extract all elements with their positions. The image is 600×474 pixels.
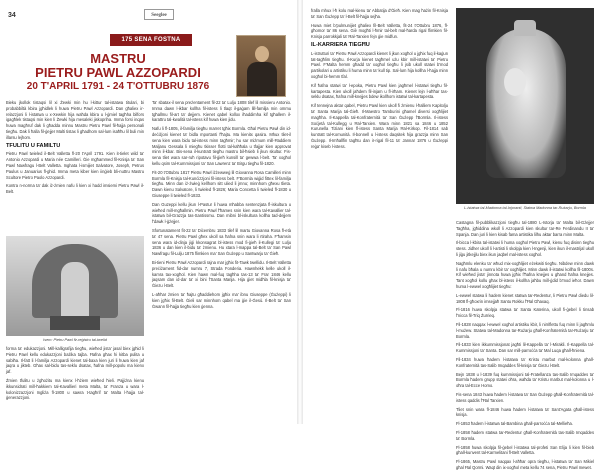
list-item: Tliet snin wara fl-1846 huwa ħadem l-istatwa ta' Sant'Agata għall-istess knisja. — [456, 406, 594, 418]
section-heading: TFULITU U FAMILTU — [6, 142, 61, 149]
section-heading: IL-KARRIERA TIEGĦU — [311, 41, 370, 48]
paragraph: fralla mhux l-ħ kolu mal-kienu ta' Abbatija d'Ġieħ. Kien mag ħażin fil-Knisja ta' San Ġużepp ta' l-Belt fil-ħajja sejħa. — [311, 8, 448, 19]
paragraph: Huwa miet b'pulmunijiet għaliex fil-Belt Valletta, fit-24 t'Ottubru 1876, fl-għomor ta' 86 sena. Giè mogħti l-ħmir tal-belt mal-ħarda rigal flimkien fil-Knisja parrokkjali ta' Ħal-Tarxien fejn ġie midfun. — [311, 22, 448, 40]
list-item: Fis-sena 1843 huwa ħadem l-istatwa ta' San Ġużepp għall-Konfraternità tal-istess qaddis f'Ħal Tarxien. — [456, 391, 594, 403]
portrait-image — [236, 35, 286, 97]
baptism-register-photo — [6, 236, 144, 336]
list-item: Fl-1853 ħadem l-istatwa tal-Bambina għall-parroċċa tal-Mellieħa. — [456, 421, 573, 427]
list-item: Fl-1865, Mastru Pawl naqqax l-aħħar opra tiegħu, l-istatwa ta' San Mikiel għal Ħal Qormi. Waqt din ix-xogħol meta kellu 74 sena, Pietru Pawl mewet. — [456, 459, 594, 470]
article-dates: 20 T'APRIL 1791 - 24 T'OTTUBRU 1876 — [26, 81, 210, 92]
list-item: Bejn 1838 u l-1839 fuq kummissjoni tal-Fratellanza tas-Salib Imqaddes ta' Bormla ħadem grupp statwi oħra, waħda ta' Kristu marbut mal-kolonna u l-oħra tal-Ecce Homo. — [456, 371, 594, 389]
paragraph: Sfortunatament fit-22 ta' Diċembru 1833 tilef lil martu Giovanna Rosa fl-età ta' 47 sena. Pietru Pawl għex ukoll sa ħafna snin wara li rtiraha. F'ħamsin sena wara id-dinja jiġi kkonsagrat bl-istess mod fi-ġieħ il-Kullegi ta' Lulju 1836 u dan kien il-bidu ta' żmienu. Hu xtara l-mappa tal-Belt ta' San Pawl Nawfragu fil-Lulju 1875 flimkien ma' San Ġużepp u Santwarju ta' Ġieħ. — [152, 227, 291, 257]
paragraph: Kif ħafna statwi ta' l-epoka, Pietru Pawl kien jagħmel l-istatwi tiegħu fil-kartapesta. Kien ukoll jaħdem fil-injam u fl-irħam. Kienet lejn l-aħħar tas-seklu dsatax, ħafna mill-knejjes bdew ikollhom istatwi tal-kartapesta. — [311, 82, 448, 100]
paragraph: Bieku jkollok tistaqsi lil xi Żewki min hu l-kittur tal-istatwa titulari, bi probabbiltà kbira jgħidlek li huwa Pietru Pawl Azzopardi. Dan għaliex ir-relazzjoni li l-istatwa u x-Xewkin hija waħda kbira u l-ġmiel tagħha bilfors igagħlek tistaqsi min kien li Żewki hija mesaleki jiskopriha. Imma forsi inqas huwa magħruf dak li għadda minnu Mastru Pietru Pawl fil-ħajja personali tiegħu. Dak li ħalla fil-ġejjer Malti tistax li għadhom sal-lum isaħħu lil buli min illarsu lejhom. — [6, 100, 144, 140]
page-number-left: 34 — [8, 12, 16, 19]
paragraph: Pietru Pawl twieled il-Belt Valletta fl-20 t'April 1791. Kien it-tielet wild ta' Antonio Azzopardi u Maria née Camilleri. Ġie mgħammed fil-Knisja ta' San Pawl Nawfragu l-Belt Valletta. Inghata l-ismijiet Salvatore, Joseph, Petrus Paulus u Januarius fl-ghid. Imma meta kiber kien iinġieb bli-nuttru Mastru Scultore Pietro Paolo Azzopardi. — [6, 151, 144, 180]
paragraph: Żmien tfulitu u żgħożitu ma kienx l-ħżiem wieħed ħieli. Pajjiżna kienu ikkunsidrati mill-ħakkiem tal-Kavallieri meta Malta, ta' Franza u wara l-kolonizzazzjoni Ingliża fl-1800 u sawra t-tagħrif ta' Malta l-ħajja tal-ġenerazzjoni. — [6, 377, 144, 401]
paragraph: Bi-tieni Pietru Pawl Azzopardi rajna mar jgħix fit-Tawk twellidu. Il-Belt Valletta preċiżament fid-dar numru 7, Strada Fonderia. Hawnhekk kelle ukoll il-kamra tax-xogħol. Kien hawn mal-fuq tagħha tas-13 ta' Frar 1846 kellu jaqsam dan id-dar ta' xi bini f'Santa Marija. Hija ġiet midħla fil-knisja ta' Ġiezu l-Belt. — [152, 259, 291, 289]
photo-caption: Isem: Pietru Pawl fir-reġistru tal-twelid — [43, 338, 107, 342]
list-item: L-ewwel statwa li hadem kienet statwa tar-Redentur, li Pietru Pawl diedu lil-1808 fl-għoxrin imsejjaħ Santu Rokku f'Ħal Għaxaq. — [456, 292, 594, 304]
list-item: Fil-1834 huwa ħadem l-istatwa ta' Kristu marbut mal-kolonna għall-Konfraternità tas-Salib Imqaddes fil-knisja ta' Ġiezu l-Belt. — [456, 356, 594, 368]
magazine-logo: Seeglee — [144, 9, 174, 20]
left-column-1 — [6, 100, 144, 198]
paragraph: Dan Guzeppi kellu jkun l-Pastur li huwa mħabba sentenzjata fl-iskultura u wieħed mill-mgħallmin. Pietru Pawl f'ħames snin kien wara tal-Kavallier tal-istatwa bil-Grazzja tas-Santissmu. Dan mibni bl-iskultura kollha tad-dejjem f'dawk l-ġżejjer. — [152, 201, 291, 225]
list-item: Fl-1858 huwa skolpja fil-ġebel l-istatwa tal-profeti San Elija li kien fil-bieb għall-kunvent tal-Karmelitani fl-Belt Valletta. — [456, 444, 594, 456]
section-banner: 175 SENA FOSTNA — [110, 34, 192, 46]
paragraph: Fit-20 t'Ottubru 1817 Pietru Pawl iżżewweġ lil Giovanna Rosa Camilleri minn Bormla fil-Knisja tal-Kunċizzjoni fil-istess belt. F'Bormla wiġid fittex lil-familja tiegħu. Minn dan iż-żwieġ kellhom sitt ulied li jmnu; minnhom għexu tlieta. Dawn kienu Salvatore, li twieled fl-1826; Maria Concetta li twieled fl-1830 u Giuseppe li twieled fl-1833. — [152, 169, 291, 198]
left-column-1-continued — [6, 346, 144, 404]
paragraph: L-aħħar żmien ta' ħajtu għaddiehom jgħix ma' ibnu Giuseppe (Ġużeppi) li kien jgħix fil-Belt. Ġieli sar minnhom qabel ma ġie il-Ġesù. Il-Belt ta' San Ġwann fil-ħajja tiegħu kien ġenna. — [152, 291, 291, 309]
paragraph: forma ta' edukazzjoni. Mill-kalligrafija tiegħu, wieħed jista' jasal biex jgħid li Pietru Pawl kellu edukazzjoni bażika tajba. Ħafna għax hi kitba pulita u sabiħa. Il-fatt li l-familja Azzopardi kienet tal-baxa kien juri li huwa kien jaf jaqra u jikteb. Għax sal-bidu tas-seklu dsatax, ħafna mill-popolu ma kienx jaf. — [6, 346, 144, 375]
right-column-1 — [311, 8, 448, 153]
list-item: Fl-1816 huwa skolpja statwa ta' Santa Katerina, ukoll fi-ġebel li tinsab f'nicca fil-Triq Żurrieq. — [456, 307, 594, 319]
right-column-2 — [456, 220, 594, 474]
list-item: Fil-1833 kien ikkummissjonat jagħti lil-Kappella ta' l-Mirakli. Il-Kappella tal-Kummissjoni ta' Santa. Dan sar mill-parroċċa ta' Mal Luqa għall-ħniena. — [456, 342, 594, 354]
photo-caption: L-istatwa tal-Madonna tal-Injoranti, Statwa Madonna tar-Rużarju, Bormla — [464, 206, 586, 210]
paragraph: Nafu li fl-1805, il-familja tiegħu marret tgħix Bormla. Għal Pietru Pawl din id-deċiżjoni kienet ta' bidla mportanti f'ħajtu. Ma kienitx qasira. Mhux tliet-il sena kien wara bidu tal-istess minn tagħmir; hu sar miżmum mill-Ħaddiem Maljanu Gessala li miegħu tkisser flotti tal-kaħħala u tfajjar kien approvat minn il-kbar. Bis-sena il-kuntratt tiegħu mastru bil-ħsieb li jkun skultur. Fis-sena tliet wara sar-ruħ ripotavu fil-ġieħ kunsill ta' gewwa l-belt. Ta' xogħol kellu qsim tal-Kummissjoni ta' San Lawrenz ta' Birgu tiegħu fil-1820. — [152, 126, 291, 166]
article-title-line1: MASTRU — [90, 51, 146, 66]
paragraph: Nagħmlu elenku ta' wħud mix-xogħlijiet eżekwiti tiegħu. Nibdew minn dawk li nafu bħala u numru kbir ta' xogħlijiet. Minn dawk il-istatwi kollha fil-1800s. Kif wieħed jista' jinnota huwa jgħix f'ħafna knejjes u għand ħafna knejjes. Tant xogħol kollu għax bl-istess il-kollha jaħbu mill-ġdid b'mod ieħor. Dawn huma l-ewwel xogħlijiet tiegħu: — [456, 260, 594, 289]
paragraph: L-istrutturi ta' Pietru Pawl Azzopardi kienet li jkun xogħol u jgħix fuq il-kaġun tat-tagħlim tiegħu. Il-Kurja kienet tagħmel użu kbir mill-istatwi ta' Pietru Pawl. F'Malta hemm għadd ta' xogħol tiegħu li jsib ukoll statwi b'mod partikolari u artistiku li huma minn ta' kull tip. Sal-lum hija kollha l-ħajja minn xogħol bi-hemm tfal. — [311, 50, 448, 79]
list-item: Fl-1858 ħadem statwa tar-Redentur għall-Konfraternità tas-Salib Imqaddes ta' Bormla. — [456, 429, 594, 441]
statue-photo — [456, 8, 594, 204]
paragraph: Il-bicca l-kbira tal-istatwi li huma xogħol Pietru Pawl, kienu fuq disinn tiegħu stess. Jidher ukoll li l-artisti li skolpja kien l-Ingenji, kien ikun il-mastrijal ukoll li jiġu jitkejjlu biex ikun jaqbel mal-istess xogħol. — [456, 240, 594, 257]
article-title-line2: PIETRU PAWL AZZOPARDI — [35, 65, 201, 80]
left-page — [0, 0, 297, 424]
left-column-2 — [152, 100, 291, 312]
paragraph: Kontra n-norma ta' dak iż-żmien nafu li kien xi hadd imsiemi Pietru Pawl il-Belt. — [6, 183, 144, 195]
paragraph: Kif tennejna aktar qabel, Pietru Pawl kien ukoll fi żmienu l-ħalliem Kapitolju ta' Santa Marija tal-Ġieħ. Il-Maestro Tamburini għamel diversi xogħlijiet magħha. Il-Kappella tal-Konfraternità ta' San Ġużepp f'Bormla. Il-istess Soċjetà tal-Kullegg u Ħal-Tarxien. Wara minn 1821 sa 1846 u 1852 Kurunella Tiziani kien fl-istess Santa Marija Ħal-Kirkop. Fil-1814 sab kuntratt tal-Komunità. Il-bonnell u l-istess daqsitek hija grazzja minn San Ġużepp. Il-Imħallfin tagħtu dan ir-rigal fil-11 ta' Jannar 1876 u Ġużeppi reġa' kiseb l-istess. — [311, 103, 448, 149]
list-item: Fil-1828 naqqax l-ewwel xogħol artistiku kbir, li nirriflettu fuq minn li jagħmlu l-mużew. Statwa tal-Madonna tar-Rużarju għall-Konfraternità tar-Rużarju ta' Bormla. — [456, 321, 594, 339]
paragraph: Castagna fil-pubblikazzjoni tiegħu tal-1880 L-Istorja ta' Malta bil-Gżejjer Tagħha, jgħiddina wkoll li Azzopardi kien skultur tar-Re Ferdinandu II ta' Spanja. Dan juri li kien kisab fama artistika lilhu aktar barra minn Malta. — [456, 220, 594, 237]
right-page — [303, 0, 600, 470]
paragraph: Ta' sbatax-il sena preżentament fil-22 ta' Lulju 1808 tilef lil missieru Antonio. Imma dawn l-ikbar kollha fil-istess li tlaqt il-gaġam lill-familja min ommu tgħallmu fil-art ta' dejjem. Kienet qabel kollox iħaddimha kif tgħallem il-karattru tal-kwalità tal-istess kif huwa kien jidu. — [152, 100, 291, 123]
